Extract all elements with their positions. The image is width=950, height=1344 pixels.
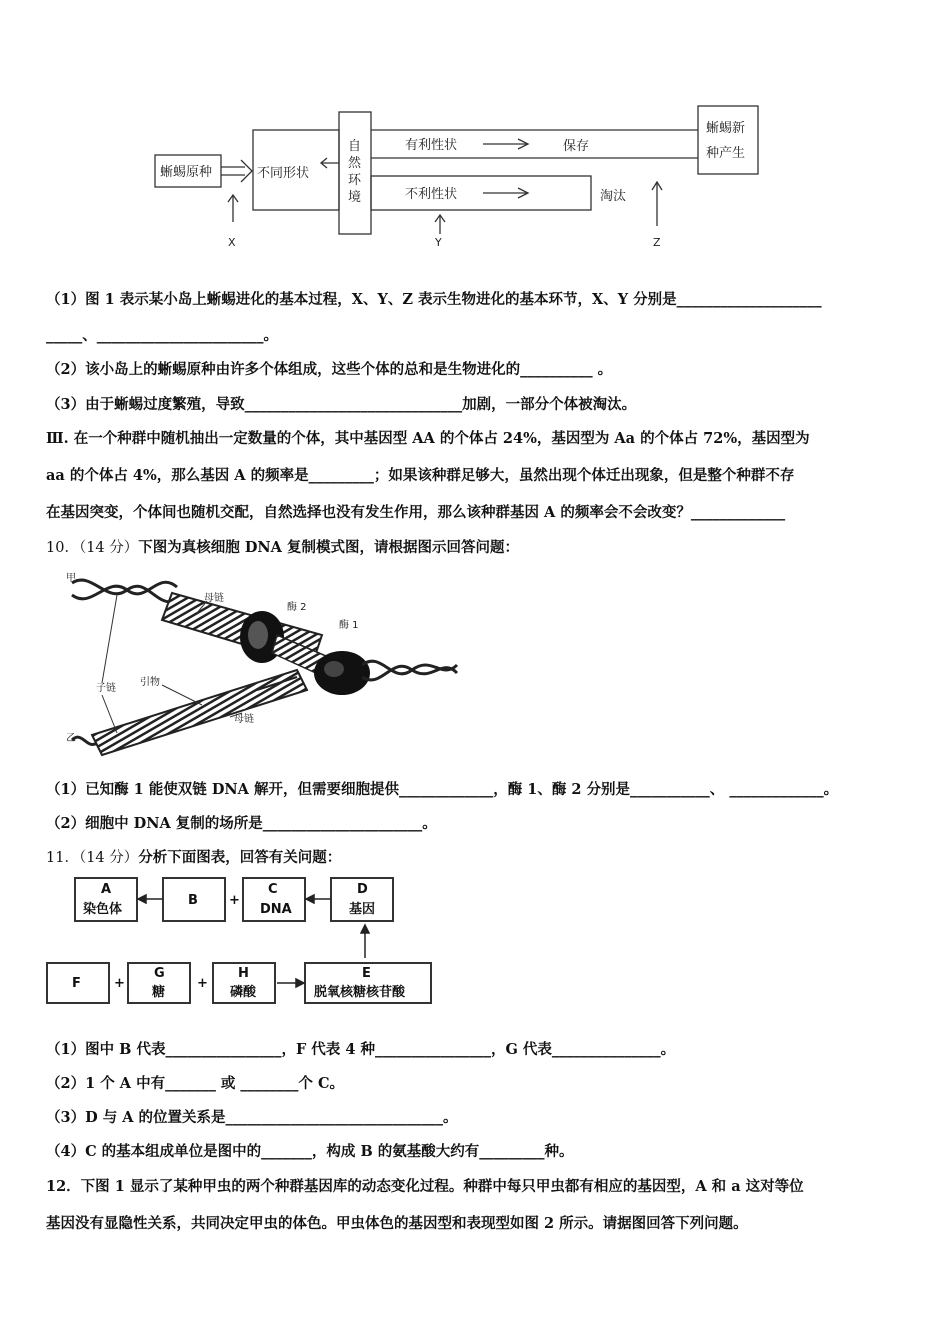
box-f-letter: F: [72, 976, 81, 991]
q9-part4-line1: Ⅲ. 在一个种群中随机抽出一定数量的个体，其中基因型 AA 的个体占 24%，基因型为 Aa 的个体占 72%，基因型为: [46, 430, 810, 447]
plus-2: +: [114, 976, 125, 991]
env-char-2: 然: [348, 156, 362, 171]
traits-label: 不同形状: [257, 166, 310, 181]
box-new-species: [698, 106, 758, 174]
label-z: Z: [653, 236, 661, 249]
eliminate-label: 淘汰: [600, 189, 627, 204]
q12-line2: 基因没有显隐性关系，共同决定甲虫的体色。甲虫体色的基因型和表现型如图 2 所示。请据图回答下列问题。: [46, 1215, 748, 1232]
box-a-text: 染色体: [83, 902, 123, 917]
source-label: 蜥蜴原种: [160, 165, 213, 180]
box-e-letter: E: [362, 966, 371, 981]
box-h-text: 磷酸: [230, 985, 257, 1000]
box-g-text: 糖: [152, 985, 166, 1000]
box-g-letter: G: [154, 966, 165, 981]
q11-part3: （3）D 与 A 的位置关系是______________________________。: [46, 1109, 458, 1126]
box-h-letter: H: [238, 966, 249, 981]
box-b-letter: B: [188, 893, 198, 908]
env-char-4: 境: [348, 190, 362, 205]
label-y: Y: [435, 236, 442, 249]
q11-part2: （2）1 个 A 中有_______ 或 ________个 C。: [46, 1075, 345, 1092]
q9-part4-line3: 在基因突变，个体间也随机交配，自然选择也没有发生作用，那么该种群基因 A 的频率会不会改变？_____________: [46, 504, 786, 521]
box-a-letter: A: [101, 882, 112, 897]
fav-trait: 有利性状: [405, 138, 458, 153]
box-d-letter: D: [357, 882, 368, 897]
plus-1: +: [229, 893, 240, 908]
q12-line1: 12．下图 1 显示了某种甲虫的两个种群基因库的动态变化过程。种群中每只甲虫都有相应的基因型，A 和 a 这对等位: [46, 1178, 804, 1195]
new-species-line1: 蜥蜴新: [706, 121, 746, 136]
label-x: X: [228, 236, 236, 249]
q11-header: 11．（14 分）分析下面图表，回答有关问题：: [46, 849, 342, 866]
box-unfav: [371, 176, 591, 210]
env-char-1: 自: [348, 139, 362, 154]
q9-part1-line1: （1）图 1 表示某小岛上蜥蜴进化的基本过程，X、Y、Z 表示生物进化的基本环节，X、Y 分别是____________________: [46, 291, 822, 308]
env-char-3: 环: [348, 173, 362, 188]
unfav-trait: 不利性状: [405, 187, 458, 202]
box-c-text: DNA: [260, 902, 292, 917]
label-mother-strand-top: 母链: [204, 593, 224, 604]
box-d-text: 基因: [349, 902, 376, 917]
label-jia: 甲: [66, 573, 76, 584]
label-primer: 引物: [140, 677, 160, 688]
label-enzyme-2: 酶 2: [287, 602, 307, 613]
q9-part2: （2）该小岛上的蜥蜴原种由许多个体组成，这些个体的总和是生物进化的__________ 。: [46, 361, 613, 378]
q10-header: 10．（14 分）下图为真核细胞 DNA 复制模式图，请根据图示回答问题：: [46, 539, 519, 556]
plus-3: +: [197, 976, 208, 991]
label-daughter-strand: 子链: [96, 683, 116, 694]
q11-part1: （1）图中 B 代表________________，F 代表 4 种________________，G 代表_______________。: [46, 1041, 676, 1058]
gene-structure-diagram: [0, 870, 950, 1010]
q11-part4: （4）C 的基本组成单位是图中的_______，构成 B 的氨基酸大约有_________种。: [46, 1143, 574, 1160]
q10-part2: （2）细胞中 DNA 复制的场所是______________________。: [46, 815, 437, 832]
lower-duplex: [92, 670, 307, 755]
evolution-diagram: [0, 0, 950, 270]
box-e-text: 脱氧核糖核苷酸: [314, 985, 406, 1000]
q9-part3: （3）由于蜥蜴过度繁殖，导致______________________________加剧，一部分个体被淘汰。: [46, 396, 637, 413]
box-c-letter: C: [268, 882, 278, 897]
q9-part1-line2: _____、_______________________。: [46, 327, 278, 344]
q10-part1: （1）已知酶 1 能使双链 DNA 解开，但需要细胞提供_____________，酶 1、酶 2 分别是___________、 _____________。: [46, 781, 839, 798]
dna-replication-figure: [62, 565, 482, 765]
label-yi: 乙: [66, 733, 76, 744]
q9-part4-line2: aa 的个体占 4%，那么基因 A 的频率是_________；如果该种群足够大，虽然出现个体迁出现象，但是整个种群不存: [46, 467, 795, 484]
preserve-label: 保存: [563, 139, 590, 154]
new-species-line2: 种产生: [706, 146, 746, 161]
label-enzyme-1: 酶 1: [339, 620, 359, 631]
label-mother-strand-bottom: 母链: [234, 714, 254, 725]
